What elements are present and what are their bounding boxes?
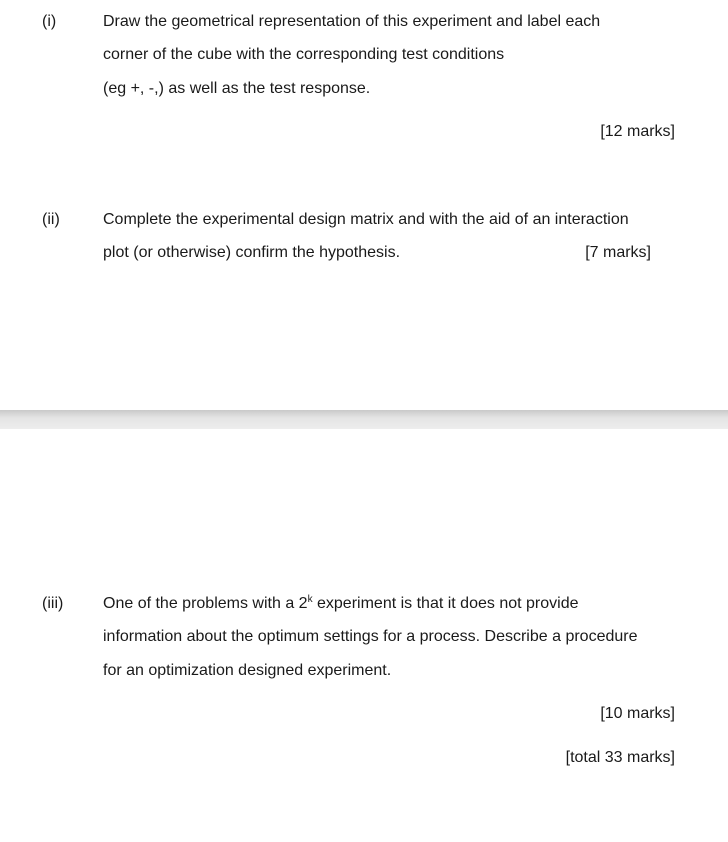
question-iii-marks: [10 marks] — [600, 705, 675, 722]
question-ii-line-2: plot (or otherwise) confirm the hypothesis. — [103, 244, 401, 261]
page-top — [0, 0, 728, 410]
question-i-line-3: (eg +, -,) as well as the test response. — [103, 80, 371, 97]
question-ii-line-1: Complete the experimental design matrix and with the aid of an interaction — [103, 211, 629, 228]
question-i-marks: [12 marks] — [600, 123, 675, 140]
question-iii-line-1 — [103, 594, 578, 614]
question-number-i: (i) — [42, 13, 57, 30]
total-marks: [total 33 marks] — [565, 749, 675, 766]
question-iii-line-2: information about the optimum settings for a process. Describe a procedure — [103, 628, 638, 645]
question-iii-line-3: for an optimization designed experiment. — [103, 662, 392, 679]
question-number-ii: (ii) — [42, 211, 60, 228]
question-iii-line-1-after: experiment is that it does not provide — [312, 595, 579, 612]
question-number-iii: (iii) — [42, 595, 64, 612]
page-bottom — [0, 429, 728, 842]
superscript-k: k — [307, 594, 313, 605]
page-separator — [0, 410, 728, 429]
question-iii-line-1-before: One of the problems with a 2 — [103, 595, 308, 612]
question-ii-marks: [7 marks] — [585, 244, 651, 261]
question-i-line-2: corner of the cube with the corresponding test conditions — [103, 46, 505, 63]
question-i-line-1: Draw the geometrical representation of this experiment and label each — [103, 13, 601, 30]
